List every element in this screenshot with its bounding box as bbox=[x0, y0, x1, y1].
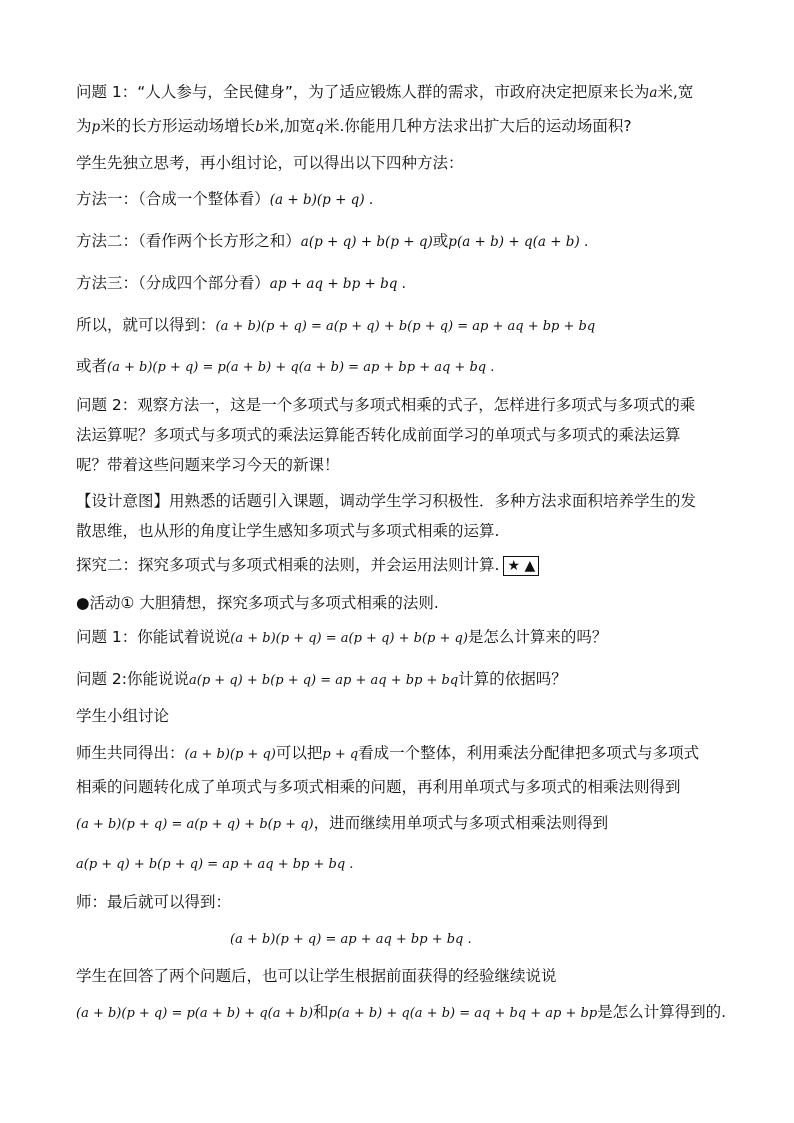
or-text: 或 bbox=[432, 232, 449, 250]
explore2-line bbox=[76, 555, 539, 576]
aq2-suffix: 计算的依据吗？ bbox=[458, 670, 567, 688]
group-discussion-line: 学生小组讨论 bbox=[76, 707, 170, 725]
so-formula: (a + b)(p + q) = a(p + q) + b(p + q) = ap + aq + bp + bq bbox=[215, 319, 596, 334]
text: 可以把 bbox=[275, 744, 323, 762]
text: 和 bbox=[313, 1003, 329, 1021]
conclusion-line3 bbox=[76, 813, 608, 835]
problem2-line2: 法运算呢？多项式与多项式的乘法运算能否转化成前面学习的单项式与多项式的乘法运算 bbox=[76, 426, 681, 444]
so-label: 所以，就可以得到： bbox=[76, 316, 216, 334]
text: 为 bbox=[76, 117, 92, 135]
or-formula: (a + b)(p + q) = p(a + b) + q(a + b) = ap + bp + aq + bq . bbox=[107, 360, 495, 375]
or-label: 或者 bbox=[76, 357, 108, 375]
var-b: b bbox=[255, 119, 264, 135]
so-line bbox=[76, 315, 595, 337]
activity-question2-line bbox=[76, 669, 567, 691]
method3-formula: ap + aq + bp + bq . bbox=[269, 276, 406, 292]
problem2-line1: 问题 2：观察方法一，这是一个多项式与多项式相乘的式子，怎样进行多项式与多项式的乘 bbox=[76, 396, 696, 414]
difficulty-badge: ★ ▲ bbox=[503, 556, 539, 576]
var-p: p bbox=[91, 119, 101, 135]
text: 师生共同得出： bbox=[76, 744, 185, 762]
conclusion-line2: 相乘的问题转化成了单项式与多项式相乘的问题，再利用单项式与多项式的相乘法则得到 bbox=[76, 778, 681, 796]
aq2-label: 问题 2:你能说说 bbox=[76, 670, 190, 688]
text: ，进而继续用单项式与多项式相乘法则得到 bbox=[313, 814, 609, 832]
text: 是怎么计算得到的. bbox=[597, 1003, 727, 1021]
design-intent-line2: 散思维，也从形的角度让学生感知多项式与多项式相乘的运算. bbox=[76, 522, 500, 540]
problem1-text: 问题 1：“人人参与，全民健身”，为了适应锻炼人群的需求，市政府决定把原来长为 bbox=[76, 83, 650, 101]
problem1-line2 bbox=[76, 116, 632, 137]
method1-formula: (a + b)(p + q) . bbox=[269, 192, 374, 208]
formula: (a + b)(p + q) = p(a + b) + q(a + b) bbox=[76, 1006, 314, 1021]
aq1-formula: (a + b)(p + q) = a(p + q) + b(p + q) bbox=[230, 631, 468, 646]
activity1-line: ●活动① 大胆猜想，探究多项式与多项式相乘的法则. bbox=[76, 594, 439, 612]
problem1-line1 bbox=[76, 82, 693, 103]
method2-line bbox=[76, 231, 588, 252]
problem2-line3: 呢？带着这些问题来学习今天的新课！ bbox=[76, 456, 340, 474]
explore2-title: 探究二：探究多项式与多项式相乘的法则，并会运用法则计算. bbox=[76, 556, 500, 574]
students-think-line: 学生先独立思考，再小组讨论，可以得出以下四种方法： bbox=[76, 154, 464, 172]
method2-label: 方法二：（看作两个长方形之和） bbox=[76, 232, 301, 250]
method2-formula-a: a(p + q) + b(p + q) bbox=[300, 234, 433, 250]
formula: p + q bbox=[322, 747, 359, 762]
conclusion-line1 bbox=[76, 743, 699, 765]
formula: a(p + q) + b(p + q) = ap + aq + bp + bq . bbox=[76, 857, 354, 872]
method3-line bbox=[76, 273, 406, 294]
final-formula-line bbox=[230, 928, 472, 950]
formula: (a + b)(p + q) bbox=[184, 747, 276, 762]
teacher-line: 师：最后就可以得到： bbox=[76, 893, 232, 911]
method3-label: 方法三：（分成四个部分看） bbox=[76, 274, 270, 292]
method2-formula-b: p(a + b) + q(a + b) . bbox=[448, 234, 589, 250]
aq2-formula: a(p + q) + b(p + q) = ap + aq + bp + bq bbox=[189, 673, 459, 688]
method1-line bbox=[76, 189, 373, 210]
or-line bbox=[76, 356, 494, 378]
aq1-suffix: 是怎么计算来的吗？ bbox=[467, 628, 608, 646]
formula: p(a + b) + q(a + b) = aq + bq + ap + bp bbox=[328, 1006, 598, 1021]
text: 米的长方形运动场增长 bbox=[100, 117, 256, 135]
problem1-text-end: 米,宽 bbox=[657, 83, 694, 101]
text: 看成一个整体，利用乘法分配律把多项式与多项式 bbox=[358, 744, 700, 762]
method1-label: 方法一：（合成一个整体看） bbox=[76, 190, 270, 208]
design-intent-line1: 【设计意图】用熟悉的话题引入课题，调动学生学习积极性．多种方法求面积培养学生的发 bbox=[76, 492, 697, 510]
ending-line2 bbox=[76, 1002, 726, 1024]
ending-line1: 学生在回答了两个问题后，也可以让学生根据前面获得的经验继续说说 bbox=[76, 967, 557, 985]
var-q: q bbox=[315, 119, 324, 135]
aq1-label: 问题 1：你能试着说说 bbox=[76, 628, 231, 646]
activity-question1-line bbox=[76, 627, 607, 649]
final-formula: (a + b)(p + q) = ap + aq + bp + bq . bbox=[230, 932, 472, 947]
text: 米.你能用几种方法求出扩大后的运动场面积? bbox=[323, 117, 632, 135]
conclusion-line4 bbox=[76, 853, 353, 875]
var-a: a bbox=[649, 85, 658, 101]
formula: (a + b)(p + q) = a(p + q) + b(p + q) bbox=[76, 817, 314, 832]
text: 米,加宽 bbox=[263, 117, 316, 135]
